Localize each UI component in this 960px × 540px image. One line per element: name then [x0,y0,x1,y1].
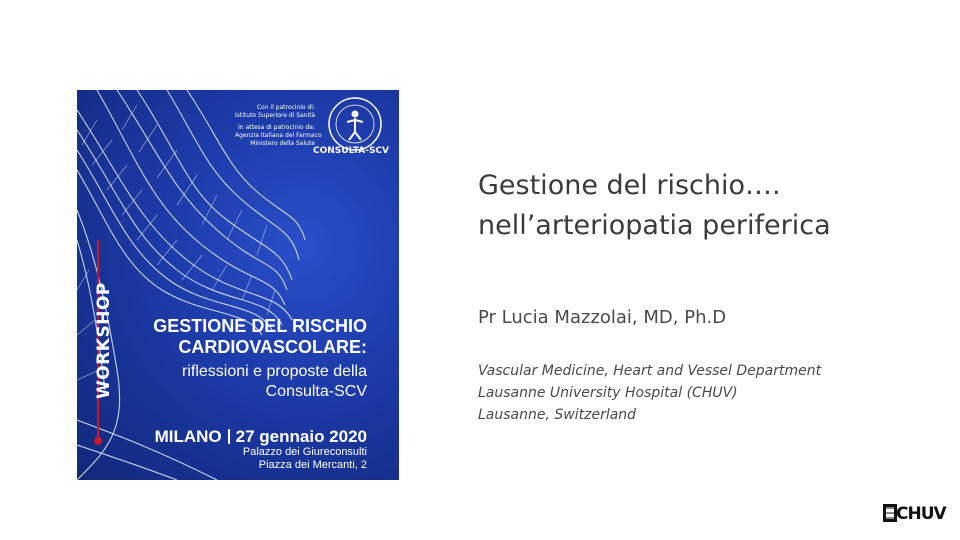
poster-title-line: CARDIOVASCOLARE: [178,337,367,357]
affiliation [478,360,898,426]
seal-label: CONSULTA-SCV [312,146,390,156]
poster-date-location [87,427,367,447]
patronage-line: Ministero della Salute [250,140,315,147]
consulta-seal-icon [327,96,383,152]
poster-date: 27 gennaio 2020 [235,427,367,446]
workshop-label: WORKSHOP [94,282,114,399]
patronage-line: Agenzia Italiana del Farmaco [235,132,322,139]
affiliation-line: Vascular Medicine, Heart and Vessel Department [478,363,822,379]
poster-venue [87,446,367,472]
poster-title-line: GESTIONE DEL RISCHIO [153,316,367,336]
patronage-line: In attesa di patrocinio da: [237,124,315,131]
poster-title [87,316,367,358]
chuv-logo-text: CHUV [896,504,946,524]
patronage-text [235,104,322,148]
poster-subtitle-line: riflessioni e proposte della [182,363,367,380]
poster-subtitle [87,362,367,402]
patronage-line: Istituto Superiore di Sanità [235,112,316,119]
slide-title [478,166,918,246]
poster-venue-line: Piazza dei Mercanti, 2 [258,459,367,471]
poster-subtitle-line: Consulta-SCV [265,383,367,400]
affiliation-line: Lausanne, Switzerland [478,407,637,423]
patronage-line: Con il patrocinio di: [256,104,315,111]
poster-venue-line: Palazzo dei Giureconsulti [242,446,367,458]
workshop-poster [77,90,399,480]
presenter-name: Pr Lucia Mazzolai, MD, Ph.D [478,307,727,328]
slide-title-line: nell’arteriopatia periferica [478,210,831,241]
poster-city: MILANO [154,427,222,446]
slide-title-line: Gestione del rischio…. [478,170,781,201]
affiliation-line: Lausanne University Hospital (CHUV) [478,385,738,401]
